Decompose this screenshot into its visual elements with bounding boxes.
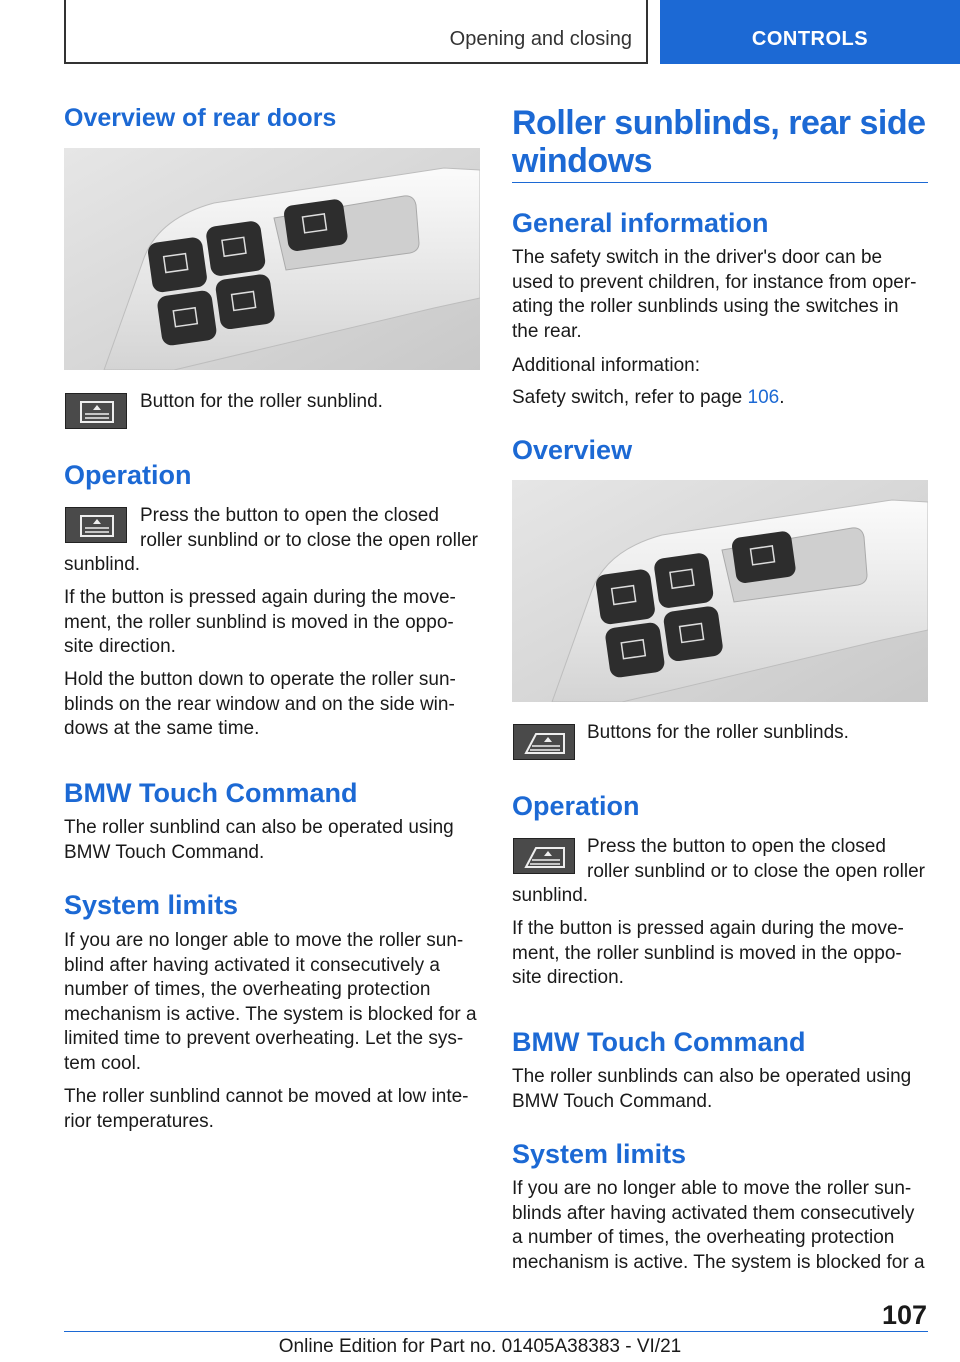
additional-information-label: Additional information: bbox=[512, 355, 700, 376]
touch-command-heading-left: BMW Touch Command bbox=[64, 778, 358, 808]
touch-command-text-right: The roller sunblinds can also be operated using BMW Touch Command. bbox=[512, 1066, 912, 1112]
footer-divider bbox=[64, 1331, 928, 1332]
header-section-title: Opening and closing bbox=[449, 28, 632, 50]
operation-heading-left: Operation bbox=[64, 460, 192, 490]
edition-footer: Online Edition for Part no. 01405A38383 - VI/21 bbox=[278, 1336, 682, 1357]
operation-text-line: roller sunblind or to close the open roller bbox=[587, 861, 925, 882]
rear-door-switch-photo bbox=[64, 148, 480, 370]
heading-divider bbox=[512, 182, 928, 183]
overview-rear-doors-heading: Overview of rear doors bbox=[64, 104, 337, 132]
operation-direction-text: If the button is pressed again during the move- ment, the roller sunblind is moved in the oppo- site direction. bbox=[64, 587, 456, 657]
operation-direction-text-right: If the button is pressed again during the move- ment, the roller sunblind is moved in the oppo- site direction. bbox=[512, 918, 904, 988]
general-information-heading: General information bbox=[512, 208, 769, 238]
side-window-buttons-caption: Buttons for the roller sunblinds. bbox=[587, 722, 849, 743]
overview-heading-right: Overview bbox=[512, 435, 633, 465]
roller-sunblind-button-caption: Button for the roller sunblind. bbox=[140, 391, 383, 412]
low-temperature-text: The roller sunblind cannot be moved at low inte- rior temperatures. bbox=[64, 1086, 469, 1132]
system-limits-heading-left: System limits bbox=[64, 890, 239, 920]
switch-panel-illustration bbox=[64, 148, 480, 370]
header-chapter-tab[interactable] bbox=[660, 0, 960, 64]
operation-heading-right: Operation bbox=[512, 791, 640, 821]
side-window-sunblind-button-icon bbox=[513, 724, 575, 760]
page-number: 107 bbox=[882, 1300, 928, 1330]
general-information-text: The safety switch in the driver's door can be used to prevent children, for instance from oper- ating the roller sunblinds using the switches in the rear. bbox=[512, 247, 917, 342]
touch-command-text-left: The roller sunblind can also be operated using BMW Touch Command. bbox=[64, 817, 454, 863]
operation-text-line: sunblind. bbox=[64, 554, 141, 575]
roller-sunblind-button-icon bbox=[65, 507, 127, 543]
system-limits-heading-right: System limits bbox=[512, 1139, 687, 1169]
page-reference-link[interactable]: 106 bbox=[747, 387, 780, 408]
switch-panel-illustration bbox=[512, 480, 928, 702]
system-limits-text-right: If you are no longer able to move the roller sun- blinds after having activated them consecutively a number of times, the overheating protection mechanism is active. The system is blocked for a bbox=[512, 1178, 925, 1273]
operation-text-line: roller sunblind or to close the open roller bbox=[140, 530, 478, 551]
operation-text-line: Press the button to open the closed bbox=[587, 836, 886, 857]
system-limits-text-left: If you are no longer able to move the roller sun- blind after having activated it consecutively a number of times, the overheating protection mechanism is active. The system is blocked for a limited time to prevent overheating. Let the sys- tem cool. bbox=[64, 930, 477, 1074]
operation-text-line: sunblind. bbox=[512, 885, 589, 906]
roller-sunblinds-main-heading: Roller sunblinds, rear side windows bbox=[512, 104, 926, 180]
operation-text-line: Press the button to open the closed bbox=[140, 505, 439, 526]
operation-hold-text: Hold the button down to operate the roller sun- blinds on the rear window and on the side win- dows at the same time. bbox=[64, 669, 456, 739]
header-chapter-label: CONTROLS bbox=[751, 28, 869, 50]
safety-switch-reference: Safety switch, refer to page 106. bbox=[512, 387, 785, 408]
side-window-sunblind-button-icon bbox=[513, 838, 575, 874]
touch-command-heading-right: BMW Touch Command bbox=[512, 1027, 806, 1057]
roller-sunblind-button-icon bbox=[65, 393, 127, 429]
header-box bbox=[64, 0, 648, 64]
rear-side-switch-photo bbox=[512, 480, 928, 702]
